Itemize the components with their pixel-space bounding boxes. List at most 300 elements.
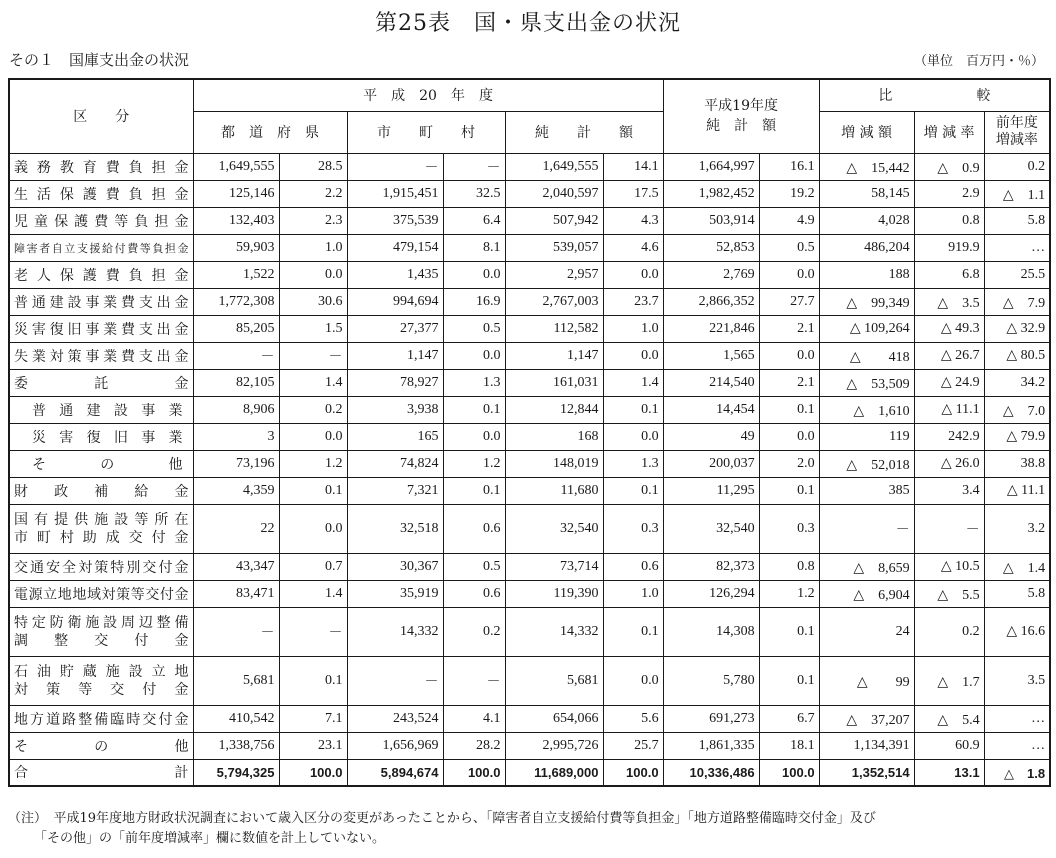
- cell-col-1: 59,903: [193, 234, 279, 261]
- cell-col-4: 0.1: [443, 396, 505, 423]
- table-row: [9, 504, 1050, 553]
- cell-col-8: 0.1: [759, 477, 819, 504]
- cell-col-5: 168: [505, 423, 603, 450]
- cell-col-8: 16.1: [759, 153, 819, 180]
- cell-col-7: 1,565: [663, 342, 759, 369]
- cell-col-5: 11,680: [505, 477, 603, 504]
- cell-col-8: 0.8: [759, 553, 819, 580]
- cell-col-1: 1,522: [193, 261, 279, 288]
- row-label: 普通建設事業費支出金: [9, 288, 193, 315]
- cell-col-1: 8,906: [193, 396, 279, 423]
- cell-col-11: …: [984, 234, 1050, 261]
- table-row: [9, 580, 1050, 607]
- cell-col-11: 34.2: [984, 369, 1050, 396]
- cell-col-9: －: [819, 504, 914, 553]
- cell-col-7: 691,273: [663, 705, 759, 732]
- cell-col-6: 0.0: [603, 261, 663, 288]
- cell-col-6: 0.1: [603, 477, 663, 504]
- table-row: [9, 705, 1050, 732]
- cell-col-4: 1.3: [443, 369, 505, 396]
- cell-col-8: 2.1: [759, 369, 819, 396]
- cell-col-2: 0.7: [279, 553, 347, 580]
- cell-col-5: 1,649,555: [505, 153, 603, 180]
- cell-col-5: 1,147: [505, 342, 603, 369]
- cell-col-5: 119,390: [505, 580, 603, 607]
- cell-col-4: 6.4: [443, 207, 505, 234]
- cell-col-1: 22: [193, 504, 279, 553]
- cell-col-6: 1.0: [603, 315, 663, 342]
- cell-col-8: 0.5: [759, 234, 819, 261]
- cell-col-1: －: [193, 342, 279, 369]
- cell-col-2: 1.2: [279, 450, 347, 477]
- cell-col-6: 23.7: [603, 288, 663, 315]
- cell-col-10: －: [914, 504, 984, 553]
- cell-col-3: 165: [347, 423, 443, 450]
- cell-col-3: 1,435: [347, 261, 443, 288]
- cell-col-7: 32,540: [663, 504, 759, 553]
- table-row: [9, 656, 1050, 705]
- cell-col-4: 0.2: [443, 607, 505, 656]
- cell-col-9: △ 8,659: [819, 553, 914, 580]
- cell-col-10: 0.8: [914, 207, 984, 234]
- cell-col-9: 188: [819, 261, 914, 288]
- cell-col-2: 23.1: [279, 732, 347, 759]
- cell-col-8: 0.3: [759, 504, 819, 553]
- cell-col-3: 78,927: [347, 369, 443, 396]
- cell-col-7: 2,769: [663, 261, 759, 288]
- cell-col-6: 1.4: [603, 369, 663, 396]
- cell-col-4: 100.0: [443, 759, 505, 786]
- cell-col-5: 5,681: [505, 656, 603, 705]
- row-label: 災害復旧事業: [9, 423, 193, 450]
- cell-col-4: 0.0: [443, 342, 505, 369]
- cell-col-2: 0.2: [279, 396, 347, 423]
- cell-col-1: 410,542: [193, 705, 279, 732]
- cell-col-9: 24: [819, 607, 914, 656]
- cell-col-2: 100.0: [279, 759, 347, 786]
- cell-col-7: 11,295: [663, 477, 759, 504]
- row-label: そ の 他: [9, 732, 193, 759]
- row-label: 生活保護費負担金: [9, 180, 193, 207]
- header-h19-line1: 平成19年度: [704, 98, 778, 115]
- cell-col-7: 10,336,486: [663, 759, 759, 786]
- cell-col-9: △ 109,264: [819, 315, 914, 342]
- cell-col-9: 385: [819, 477, 914, 504]
- row-label: 合 計: [9, 759, 193, 786]
- cell-col-9: △ 53,509: [819, 369, 914, 396]
- cell-col-4: 0.1: [443, 477, 505, 504]
- row-label: 交通安全対策特別交付金: [9, 553, 193, 580]
- cell-col-10: △ 24.9: [914, 369, 984, 396]
- cell-col-10: △ 26.7: [914, 342, 984, 369]
- cell-col-5: 11,689,000: [505, 759, 603, 786]
- cell-col-1: 85,205: [193, 315, 279, 342]
- cell-col-7: 1,861,335: [663, 732, 759, 759]
- table-row: [9, 342, 1050, 369]
- cell-col-4: 0.6: [443, 504, 505, 553]
- cell-col-7: 200,037: [663, 450, 759, 477]
- header-h19: [663, 79, 819, 153]
- table-row: [9, 607, 1050, 656]
- cell-col-11: △ 7.0: [984, 396, 1050, 423]
- cell-col-8: 6.7: [759, 705, 819, 732]
- cell-col-8: 0.1: [759, 607, 819, 656]
- cell-col-9: 486,204: [819, 234, 914, 261]
- cell-col-5: 539,057: [505, 234, 603, 261]
- cell-col-11: 38.8: [984, 450, 1050, 477]
- cell-col-10: 919.9: [914, 234, 984, 261]
- cell-col-6: 0.6: [603, 553, 663, 580]
- cell-col-4: 32.5: [443, 180, 505, 207]
- total-row: [9, 759, 1050, 786]
- cell-col-6: 14.1: [603, 153, 663, 180]
- cell-col-2: 1.0: [279, 234, 347, 261]
- row-label-line2: 調 整 交 付 金: [14, 632, 189, 649]
- cell-col-7: 5,780: [663, 656, 759, 705]
- cell-col-8: 0.0: [759, 342, 819, 369]
- cell-col-5: 654,066: [505, 705, 603, 732]
- cell-col-6: 1.0: [603, 580, 663, 607]
- cell-col-8: 0.0: [759, 423, 819, 450]
- cell-col-2: 2.3: [279, 207, 347, 234]
- cell-col-9: △ 418: [819, 342, 914, 369]
- cell-col-5: 2,040,597: [505, 180, 603, 207]
- row-label-line1: 石油貯蔵施設立地: [14, 663, 189, 680]
- cell-col-11: △ 7.9: [984, 288, 1050, 315]
- cell-col-2: 0.0: [279, 423, 347, 450]
- cell-col-2: 28.5: [279, 153, 347, 180]
- cell-col-4: －: [443, 656, 505, 705]
- cell-col-1: －: [193, 607, 279, 656]
- cell-col-2: 1.4: [279, 369, 347, 396]
- cell-col-3: 1,915,451: [347, 180, 443, 207]
- cell-col-4: 16.9: [443, 288, 505, 315]
- header-hikaku: 比 較: [819, 79, 1050, 111]
- cell-col-3: 243,524: [347, 705, 443, 732]
- header-kubun: 区 分: [9, 79, 193, 153]
- header-zennen-line1: 前年度: [995, 115, 1038, 131]
- cell-col-2: 1.5: [279, 315, 347, 342]
- cell-col-5: 12,844: [505, 396, 603, 423]
- row-label-line1: 国有提供施設等所在: [14, 511, 189, 528]
- row-label: 老人保護費負担金: [9, 261, 193, 288]
- cell-col-10: △ 10.5: [914, 553, 984, 580]
- cell-col-1: 4,359: [193, 477, 279, 504]
- cell-col-11: △ 1.1: [984, 180, 1050, 207]
- cell-col-11: △ 80.5: [984, 342, 1050, 369]
- cell-col-1: 132,403: [193, 207, 279, 234]
- row-label: 地方道路整備臨時交付金: [9, 705, 193, 732]
- cell-col-10: 13.1: [914, 759, 984, 786]
- table-row: [9, 180, 1050, 207]
- cell-col-3: 27,377: [347, 315, 443, 342]
- cell-col-11: …: [984, 732, 1050, 759]
- cell-col-1: 82,105: [193, 369, 279, 396]
- cell-col-11: 3.2: [984, 504, 1050, 553]
- cell-col-9: △ 15,442: [819, 153, 914, 180]
- cell-col-6: 0.0: [603, 423, 663, 450]
- cell-col-1: 3: [193, 423, 279, 450]
- cell-col-7: 14,454: [663, 396, 759, 423]
- table-row: [9, 234, 1050, 261]
- cell-col-8: 2.1: [759, 315, 819, 342]
- cell-col-10: △ 49.3: [914, 315, 984, 342]
- cell-col-4: －: [443, 153, 505, 180]
- table-subtitle: その１ 国庫支出金の状況: [9, 51, 190, 69]
- cell-col-11: 0.2: [984, 153, 1050, 180]
- cell-col-5: 14,332: [505, 607, 603, 656]
- cell-col-9: △ 6,904: [819, 580, 914, 607]
- cell-col-5: 2,957: [505, 261, 603, 288]
- row-label: [9, 504, 193, 553]
- cell-col-6: 25.7: [603, 732, 663, 759]
- cell-col-3: 30,367: [347, 553, 443, 580]
- cell-col-4: 0.0: [443, 261, 505, 288]
- cell-col-3: 74,824: [347, 450, 443, 477]
- cell-col-3: 35,919: [347, 580, 443, 607]
- header-shichoson: 市 町 村: [347, 111, 505, 153]
- header-zogen: 増 減 額: [819, 111, 914, 153]
- cell-col-7: 221,846: [663, 315, 759, 342]
- table-row: [9, 396, 1050, 423]
- row-label: 障害者自立支援給付費等負担金: [9, 234, 193, 261]
- header-junkei: 純 計 額: [505, 111, 663, 153]
- cell-col-3: 3,938: [347, 396, 443, 423]
- cell-col-6: 0.0: [603, 342, 663, 369]
- cell-col-10: 6.8: [914, 261, 984, 288]
- cell-col-2: 1.4: [279, 580, 347, 607]
- cell-col-9: 1,352,514: [819, 759, 914, 786]
- row-label: [9, 607, 193, 656]
- cell-col-9: △ 52,018: [819, 450, 914, 477]
- table-row: [9, 369, 1050, 396]
- cell-col-4: 0.5: [443, 553, 505, 580]
- cell-col-7: 1,664,997: [663, 153, 759, 180]
- cell-col-11: …: [984, 705, 1050, 732]
- cell-col-11: 25.5: [984, 261, 1050, 288]
- table-row: [9, 288, 1050, 315]
- table-row: [9, 477, 1050, 504]
- cell-col-4: 0.6: [443, 580, 505, 607]
- cell-col-6: 0.1: [603, 396, 663, 423]
- table-row: [9, 553, 1050, 580]
- cell-col-2: 0.0: [279, 261, 347, 288]
- cell-col-11: △ 16.6: [984, 607, 1050, 656]
- cell-col-5: 2,767,003: [505, 288, 603, 315]
- table-row: [9, 207, 1050, 234]
- cell-col-4: 0.5: [443, 315, 505, 342]
- cell-col-8: 0.1: [759, 396, 819, 423]
- cell-col-11: △ 1.8: [984, 759, 1050, 786]
- header-zogenritsu: 増 減 率: [914, 111, 984, 153]
- cell-col-9: △ 99,349: [819, 288, 914, 315]
- cell-col-5: 112,582: [505, 315, 603, 342]
- cell-col-10: 0.2: [914, 607, 984, 656]
- cell-col-2: 0.1: [279, 477, 347, 504]
- cell-col-6: 17.5: [603, 180, 663, 207]
- cell-col-11: △ 79.9: [984, 423, 1050, 450]
- cell-col-1: 1,338,756: [193, 732, 279, 759]
- national-subsidy-table: [8, 78, 1051, 787]
- table-row: [9, 153, 1050, 180]
- cell-col-3: 14,332: [347, 607, 443, 656]
- cell-col-6: 100.0: [603, 759, 663, 786]
- table-row: [9, 423, 1050, 450]
- row-label: 義務教育費負担金: [9, 153, 193, 180]
- cell-col-3: －: [347, 656, 443, 705]
- cell-col-3: －: [347, 153, 443, 180]
- row-label-line2: 対 策 等 交 付 金: [14, 681, 189, 698]
- cell-col-2: 0.0: [279, 504, 347, 553]
- cell-col-11: 5.8: [984, 580, 1050, 607]
- cell-col-6: 1.3: [603, 450, 663, 477]
- cell-col-2: 0.1: [279, 656, 347, 705]
- cell-col-3: 1,147: [347, 342, 443, 369]
- footnote-line1: （注） 平成19年度地方財政状況調査において歳入区分の変更があったことから、「障害者自立支援給付費等負担金」「地方道路整備臨時交付金」及び: [8, 811, 876, 826]
- cell-col-3: 994,694: [347, 288, 443, 315]
- cell-col-11: 5.8: [984, 207, 1050, 234]
- cell-col-9: 58,145: [819, 180, 914, 207]
- table-row: [9, 732, 1050, 759]
- table-row: [9, 261, 1050, 288]
- cell-col-5: 161,031: [505, 369, 603, 396]
- cell-col-5: 32,540: [505, 504, 603, 553]
- row-label-line1: 特定防衛施設周辺整備: [14, 614, 189, 631]
- cell-col-10: △ 0.9: [914, 153, 984, 180]
- cell-col-3: 1,656,969: [347, 732, 443, 759]
- cell-col-2: 2.2: [279, 180, 347, 207]
- row-label: 災害復旧事業費支出金: [9, 315, 193, 342]
- cell-col-7: 2,866,352: [663, 288, 759, 315]
- header-h19-line2: 純 計 額: [706, 118, 777, 135]
- cell-col-8: 4.9: [759, 207, 819, 234]
- header-todofuken: 都 道 府 県: [193, 111, 347, 153]
- cell-col-7: 52,853: [663, 234, 759, 261]
- row-label: そ の 他: [9, 450, 193, 477]
- cell-col-7: 49: [663, 423, 759, 450]
- cell-col-3: 5,894,674: [347, 759, 443, 786]
- header-zennen: [984, 111, 1050, 153]
- unit-label: （単位 百万円・％）: [913, 54, 1044, 69]
- cell-col-3: 479,154: [347, 234, 443, 261]
- cell-col-2: 7.1: [279, 705, 347, 732]
- cell-col-2: －: [279, 342, 347, 369]
- cell-col-4: 8.1: [443, 234, 505, 261]
- cell-col-4: 0.0: [443, 423, 505, 450]
- cell-col-10: △ 26.0: [914, 450, 984, 477]
- row-label: 普通建設事業: [9, 396, 193, 423]
- row-label-line2: 市町村助成交付金: [14, 529, 189, 546]
- table-row: [9, 450, 1050, 477]
- cell-col-4: 1.2: [443, 450, 505, 477]
- cell-col-4: 28.2: [443, 732, 505, 759]
- cell-col-9: △ 99: [819, 656, 914, 705]
- row-label: 財 政 補 給 金: [9, 477, 193, 504]
- cell-col-1: 73,196: [193, 450, 279, 477]
- cell-col-5: 507,942: [505, 207, 603, 234]
- cell-col-1: 125,146: [193, 180, 279, 207]
- cell-col-7: 14,308: [663, 607, 759, 656]
- cell-col-10: 2.9: [914, 180, 984, 207]
- row-label: 委 託 金: [9, 369, 193, 396]
- cell-col-1: 5,681: [193, 656, 279, 705]
- cell-col-3: 7,321: [347, 477, 443, 504]
- row-label: 電源立地地域対策等交付金: [9, 580, 193, 607]
- cell-col-10: △ 11.1: [914, 396, 984, 423]
- cell-col-8: 18.1: [759, 732, 819, 759]
- cell-col-10: 242.9: [914, 423, 984, 450]
- cell-col-7: 126,294: [663, 580, 759, 607]
- cell-col-11: 3.5: [984, 656, 1050, 705]
- cell-col-8: 1.2: [759, 580, 819, 607]
- cell-col-8: 0.1: [759, 656, 819, 705]
- cell-col-1: 83,471: [193, 580, 279, 607]
- cell-col-10: △ 3.5: [914, 288, 984, 315]
- cell-col-9: 1,134,391: [819, 732, 914, 759]
- cell-col-10: △ 1.7: [914, 656, 984, 705]
- cell-col-9: △ 37,207: [819, 705, 914, 732]
- cell-col-8: 2.0: [759, 450, 819, 477]
- footnote: [8, 809, 1052, 849]
- header-h20: 平 成 20 年 度: [193, 79, 663, 111]
- cell-col-6: 4.6: [603, 234, 663, 261]
- header-zennen-line2: 増減率: [995, 132, 1038, 148]
- cell-col-6: 4.3: [603, 207, 663, 234]
- footnote-line2: 「その他」の「前年度増減率」欄に数値を計上していない。: [34, 831, 386, 846]
- cell-col-10: △ 5.5: [914, 580, 984, 607]
- cell-col-11: △ 1.4: [984, 553, 1050, 580]
- row-label: 児童保護費等負担金: [9, 207, 193, 234]
- cell-col-1: 43,347: [193, 553, 279, 580]
- cell-col-2: －: [279, 607, 347, 656]
- cell-col-8: 100.0: [759, 759, 819, 786]
- cell-col-1: 5,794,325: [193, 759, 279, 786]
- cell-col-9: 119: [819, 423, 914, 450]
- cell-col-4: 4.1: [443, 705, 505, 732]
- cell-col-8: 0.0: [759, 261, 819, 288]
- cell-col-1: 1,772,308: [193, 288, 279, 315]
- cell-col-5: 2,995,726: [505, 732, 603, 759]
- row-label: [9, 656, 193, 705]
- cell-col-11: △ 11.1: [984, 477, 1050, 504]
- table-body: [9, 153, 1050, 786]
- cell-col-6: 0.1: [603, 607, 663, 656]
- cell-col-6: 5.6: [603, 705, 663, 732]
- cell-col-10: △ 5.4: [914, 705, 984, 732]
- cell-col-7: 1,982,452: [663, 180, 759, 207]
- row-label: 失業対策事業費支出金: [9, 342, 193, 369]
- cell-col-6: 0.0: [603, 656, 663, 705]
- cell-col-9: △ 1,610: [819, 396, 914, 423]
- cell-col-5: 148,019: [505, 450, 603, 477]
- cell-col-7: 503,914: [663, 207, 759, 234]
- cell-col-1: 1,649,555: [193, 153, 279, 180]
- page-title: 第25表 国・県支出金の状況: [375, 11, 681, 36]
- cell-col-7: 82,373: [663, 553, 759, 580]
- cell-col-11: △ 32.9: [984, 315, 1050, 342]
- cell-col-8: 19.2: [759, 180, 819, 207]
- cell-col-2: 30.6: [279, 288, 347, 315]
- cell-col-6: 0.3: [603, 504, 663, 553]
- cell-col-8: 27.7: [759, 288, 819, 315]
- cell-col-10: 60.9: [914, 732, 984, 759]
- cell-col-3: 375,539: [347, 207, 443, 234]
- cell-col-7: 214,540: [663, 369, 759, 396]
- cell-col-5: 73,714: [505, 553, 603, 580]
- table-row: [9, 315, 1050, 342]
- cell-col-3: 32,518: [347, 504, 443, 553]
- cell-col-10: 3.4: [914, 477, 984, 504]
